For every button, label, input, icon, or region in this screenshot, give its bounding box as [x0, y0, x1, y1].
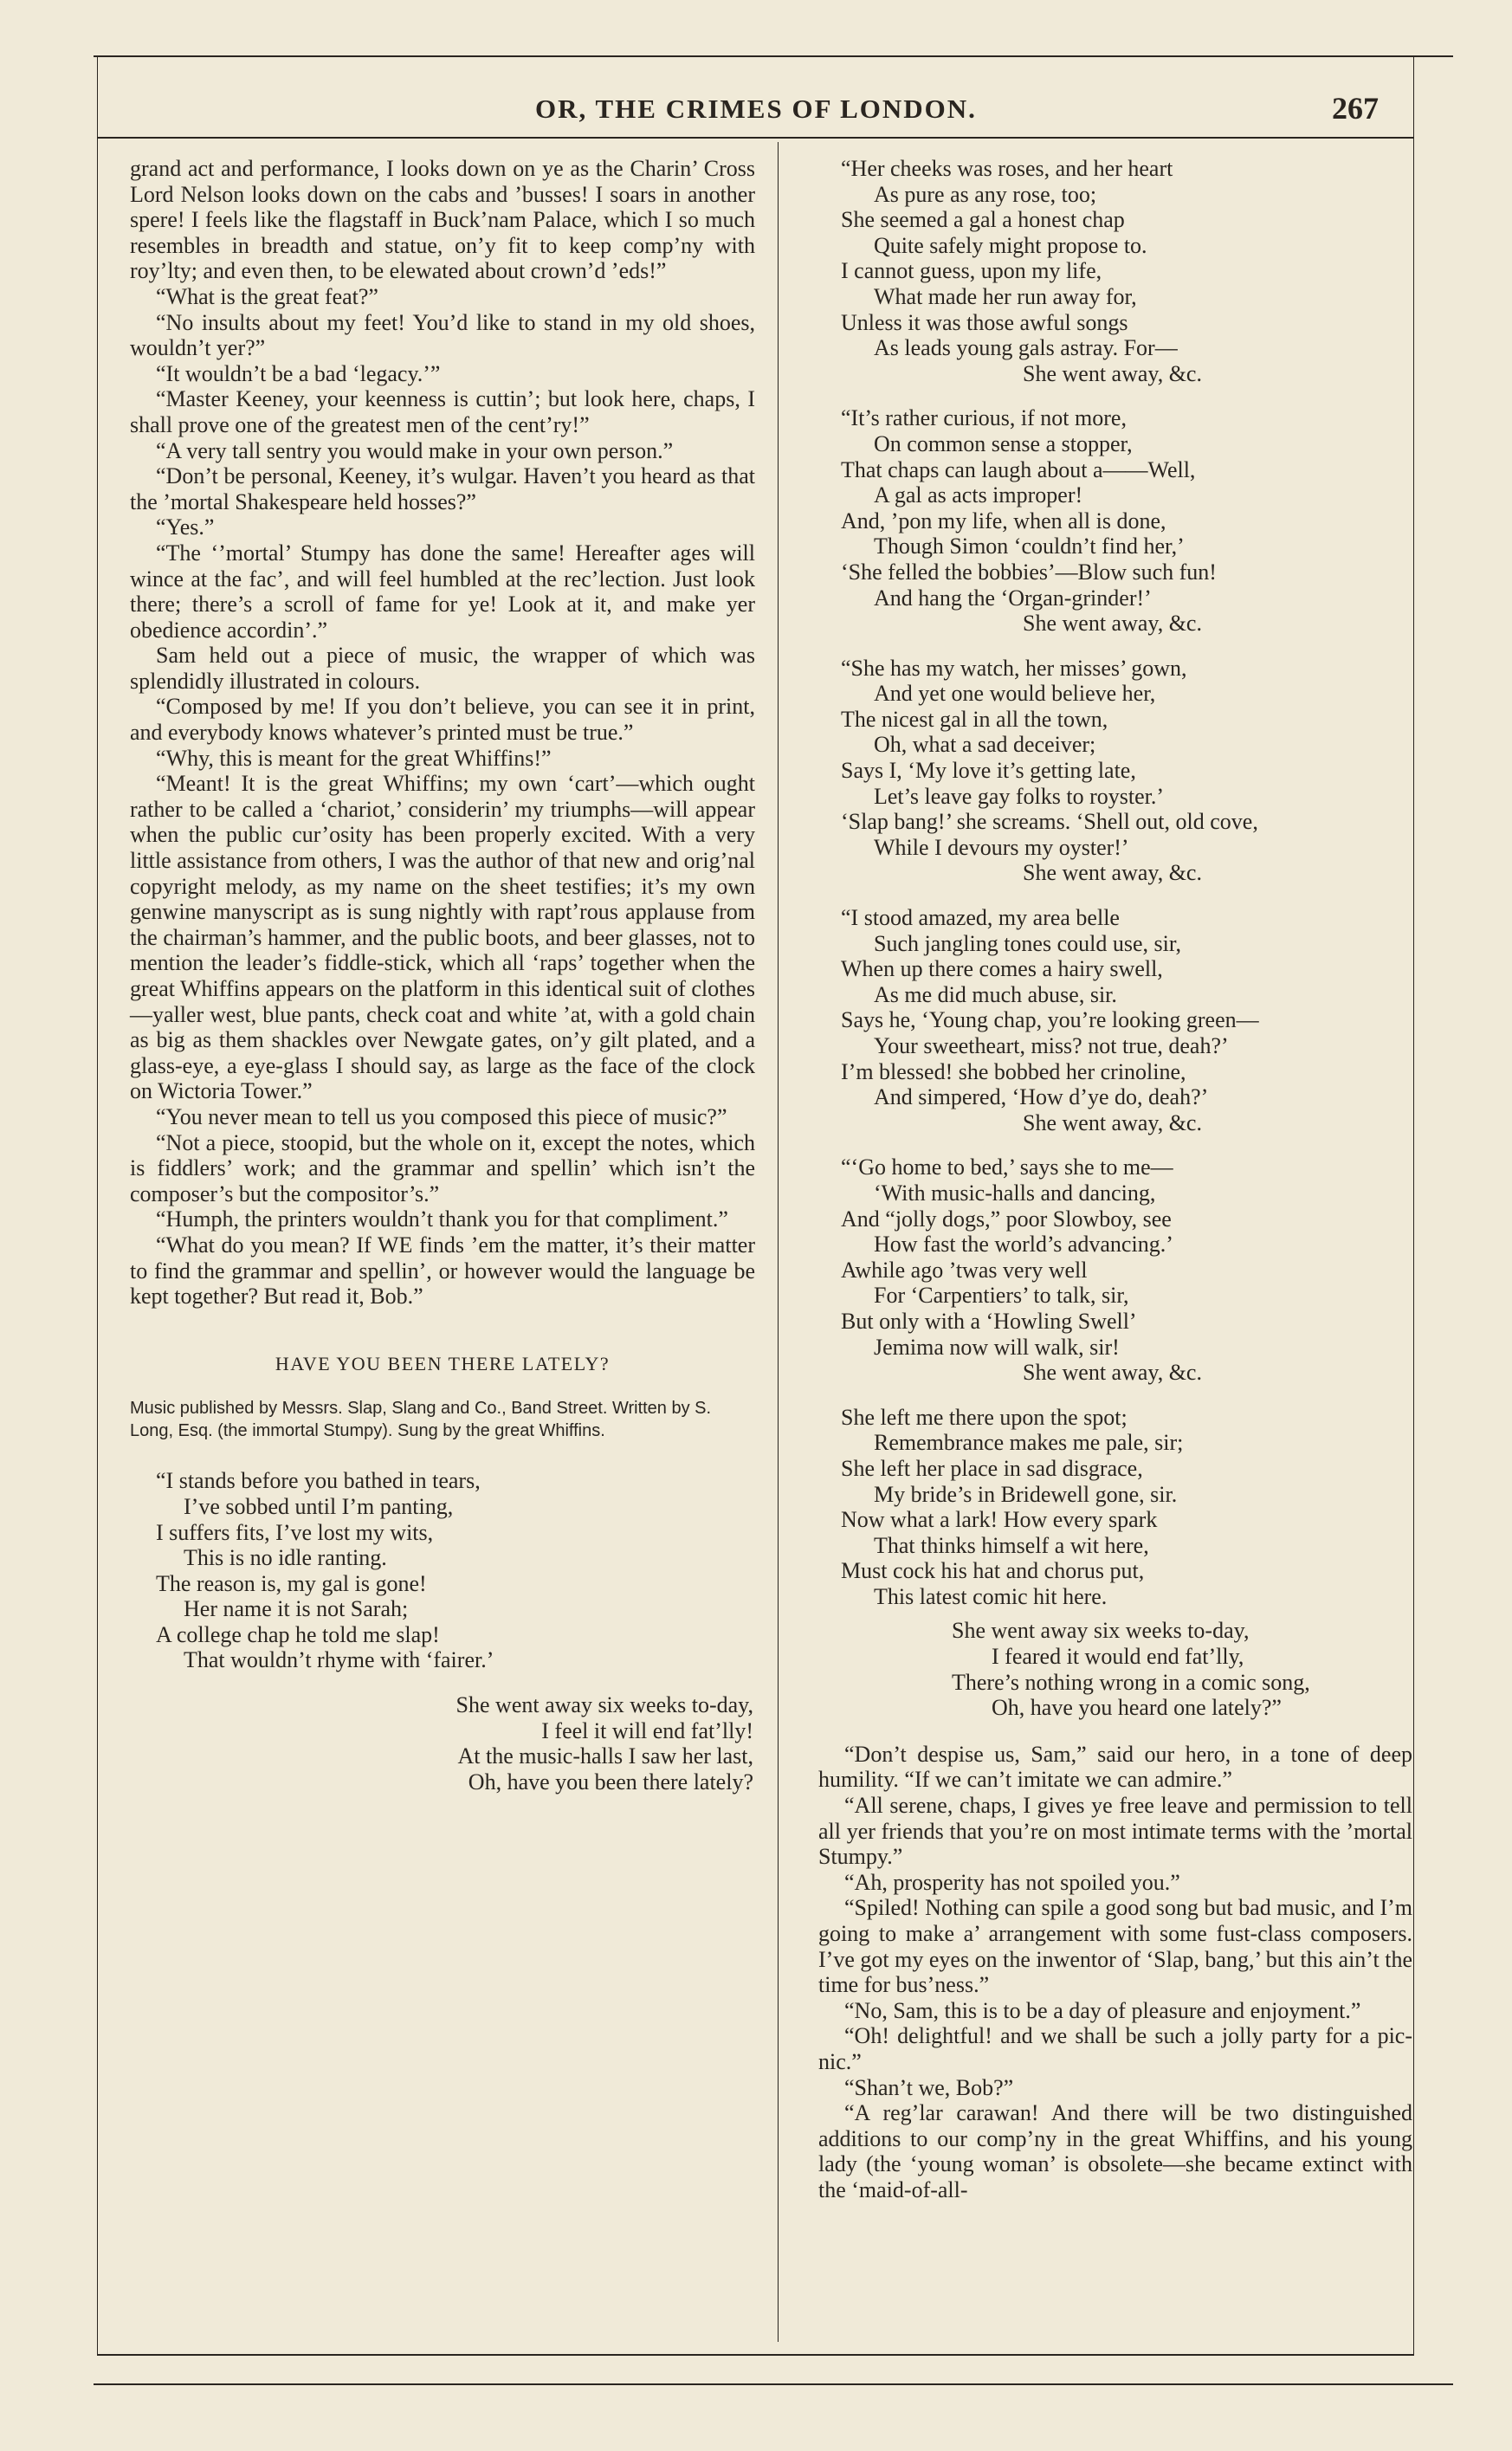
- verse-line: Oh, have you been there lately?: [468, 1769, 753, 1795]
- paragraph: “Don’t be personal, Keeney, it’s wulgar. Haven’t you heard as that the ’mortal Shakespeare held hosses?”: [130, 463, 755, 514]
- verse-line: At the music-halls I saw her last,: [457, 1743, 753, 1769]
- verse-line: For ‘Carpentiers’ to talk, sir,: [874, 1283, 1129, 1309]
- paragraph: “No, Sam, this is to be a day of pleasure and enjoyment.”: [844, 1997, 1361, 2023]
- verse-line: How fast the world’s advancing.’: [874, 1232, 1173, 1258]
- paragraph: “Master Keeney, your keenness is cuttin’; but look here, chaps, I shall prove one of the greatest men of the cent’ry!”: [130, 386, 755, 437]
- verse-line: Says I, ‘My love it’s getting late,: [841, 758, 1136, 784]
- song-refrain: [130, 1692, 755, 1795]
- verse-line: And simpered, ‘How d’ye do, deah?’: [874, 1084, 1209, 1110]
- verse-line: Must cock his hat and chorus put,: [841, 1558, 1145, 1584]
- song-stanza: [818, 156, 1412, 386]
- verse-line: “Her cheeks was roses, and her heart: [841, 156, 1173, 181]
- verse-line: She went away, &c.: [1023, 1109, 1202, 1135]
- verse-line: But only with a ‘Howling Swell’: [841, 1308, 1137, 1334]
- paragraph: “Meant! It is the great Whiffins; my own ‘cart’—which ought rather to be called a ‘chariot,’ considerin’ my triumphs—will appear when the public cur’osity has been properly excited. With a very little assistance from others, I was the author of that new and orig’nal copyright melody, as my name on the sheet testifies; it’s my own genwine manyscript as is sung nightly with rapt’rous applause from the chairman’s hammer, and the public boots, and beer glasses, not to mention the leader’s fiddle-stick, which all ‘raps’ together when the great Whiffins appears on the platform in this identical suit of clothes—yaller west, blue pants, check coat and white ’at, with a gold chain as big as them shackles over Newgate gates, on’y gilt plated, and a glass-eye, a eye-glass I should say, as large as the face of the clock on Wictoria Tower.”: [130, 771, 755, 1104]
- verse-line: This latest comic hit here.: [874, 1583, 1108, 1609]
- paragraph: “A reg’lar carawan! And there will be two distinguished additions to our comp’ny in the great Whiffins, and his young lady (the ‘young woman’ is obsolete—she became extinct with the ‘maid-of-all-: [818, 2100, 1412, 2202]
- verse-line: She went away, &c.: [1023, 611, 1202, 637]
- verse-line: My bride’s in Bridewell gone, sir.: [874, 1481, 1178, 1507]
- verse-line: And “jolly dogs,” poor Slowboy, see: [841, 1206, 1172, 1232]
- verse-line: I feared it would end fat’lly,: [992, 1644, 1244, 1670]
- verse-line: She seemed a gal a honest chap: [841, 207, 1125, 233]
- verse-line: “I stands before you bathed in tears,: [156, 1468, 481, 1494]
- paragraph: “It wouldn’t be a bad ‘legacy.’”: [156, 360, 441, 386]
- verse-line: As me did much abuse, sir.: [874, 981, 1117, 1007]
- verse-line: Now what a lark! How every spark: [841, 1507, 1158, 1533]
- verse-line: Quite safely might propose to.: [874, 232, 1147, 258]
- verse-line: “She has my watch, her misses’ gown,: [841, 655, 1187, 681]
- verse-line: A gal as acts improper!: [874, 482, 1083, 508]
- verse-line: She left me there upon the spot;: [841, 1404, 1128, 1430]
- verse-line: While I devours my oyster!’: [874, 834, 1129, 860]
- verse-line: “I stood amazed, my area belle: [841, 905, 1120, 931]
- song-stanza: [130, 1468, 755, 1673]
- verse-line: She left her place in sad disgrace,: [841, 1455, 1143, 1481]
- verse-line: As pure as any rose, too;: [874, 181, 1097, 207]
- paragraph: “Shan’t we, Bob?”: [844, 2074, 1014, 2100]
- right-column: [818, 156, 1412, 2203]
- verse-line: That wouldn’t rhyme with ‘fairer.’: [184, 1647, 494, 1673]
- verse-line: Unless it was those awful songs: [841, 309, 1128, 335]
- paragraph: “A very tall sentry you would make in your own person.”: [156, 437, 674, 463]
- verse-line: On common sense a stopper,: [874, 430, 1133, 456]
- bottom-outer-rule: [94, 2383, 1453, 2385]
- song-stanza: [818, 1405, 1412, 1610]
- verse-line: And, ’pon my life, when all is done,: [841, 508, 1166, 534]
- paragraph: “Not a piece, stoopid, but the whole on it, except the notes, which is fiddlers’ work; and the grammar and spellin’ which isn’t the composer’s but the compositor’s.”: [130, 1129, 755, 1206]
- verse-line: What made her run away for,: [874, 283, 1137, 309]
- verse-line: I’m blessed! she bobbed her crinoline,: [841, 1058, 1186, 1084]
- verse-line: I feel it will end fat’lly!: [541, 1717, 753, 1743]
- paragraph: “Why, this is meant for the great Whiffins!”: [156, 745, 552, 771]
- verse-line: “‘Go home to bed,’ says she to me—: [841, 1154, 1173, 1180]
- verse-line: Though Simon ‘couldn’t find her,’: [874, 534, 1185, 559]
- verse-line: Your sweetheart, miss? not true, deah?’: [874, 1033, 1229, 1058]
- verse-line: Jemima now will walk, sir!: [874, 1334, 1120, 1360]
- song-final-refrain: [818, 1618, 1412, 1720]
- verse-line: The nicest gal in all the town,: [841, 706, 1108, 732]
- song-stanza: [818, 656, 1412, 886]
- left-rule: [97, 57, 98, 2356]
- verse-line: Oh, have you heard one lately?”: [992, 1695, 1282, 1721]
- paragraph: Sam held out a piece of music, the wrapper of which was splendidly illustrated in colours.: [130, 643, 755, 694]
- verse-line: ‘Slap bang!’ she screams. ‘Shell out, old cove,: [841, 809, 1258, 835]
- paragraph: “The ‘’mortal’ Stumpy has done the same! Hereafter ages will wince at the fac’, and will feel humbled at the rec’lection. Just look there; there’s a scroll of fame for ye! Look at it, and make yer obedience accordin’.”: [130, 540, 755, 643]
- page-number: 267: [1332, 91, 1379, 126]
- paragraph: “Composed by me! If you don’t believe, you can see it in print, and everybody knows whatever’s printed must be true.”: [130, 694, 755, 746]
- verse-line: A college chap he told me slap!: [156, 1621, 440, 1647]
- song-stanza: [818, 405, 1412, 636]
- running-header: OR, THE CRIMES OF LONDON.: [535, 94, 977, 124]
- paragraph: “You never mean to tell us you composed this piece of music?”: [156, 1103, 727, 1129]
- paragraph: “Spiled! Nothing can spile a good song but bad music, and I’m going to make a’ arrangement with some fust-class composers. I’ve got my eyes on the inwentor of ‘Slap, bang,’ but this ain’t the time for bus’ness.”: [818, 1895, 1412, 1998]
- verse-line: She went away, &c.: [1023, 860, 1202, 886]
- bottom-rule: [97, 2354, 1413, 2356]
- paragraph: grand act and performance, I looks down on ye as the Charin’ Cross Lord Nelson looks down on the cabs and ’busses! I soars in another spere! I feels like the flagstaff in Buck’nam Palace, which I so much resembles in breadth and statue, on’y fit to keep comp’ny with roy’lty; and even then, to be elewated about crown’d ’eds!”: [130, 156, 755, 284]
- verse-line: This is no idle ranting.: [184, 1545, 387, 1571]
- column-divider: [778, 142, 779, 2342]
- paragraph: “All serene, chaps, I gives ye free leave and permission to tell all yer friends that you’re on most intimate terms with the ’mortal Stumpy.”: [818, 1793, 1412, 1870]
- verse-line: And yet one would believe her,: [874, 681, 1156, 707]
- verse-line: When up there comes a hairy swell,: [841, 956, 1163, 982]
- verse-line: That chaps can laugh about a——Well,: [841, 456, 1196, 482]
- paragraph: “Yes.”: [156, 514, 215, 540]
- verse-line: I suffers fits, I’ve lost my wits,: [156, 1519, 434, 1545]
- paragraph: “No insults about my feet! You’d like to stand in my old shoes, wouldn’t yer?”: [130, 309, 755, 361]
- header-rule: [97, 137, 1413, 139]
- verse-line: And hang the ‘Organ-grinder!’: [874, 585, 1152, 611]
- verse-line: Her name it is not Sarah;: [184, 1596, 409, 1622]
- verse-line: Says he, ‘Young chap, you’re looking green—: [841, 1007, 1259, 1033]
- paragraph: “Don’t despise us, Sam,” said our hero, in a tone of deep humility. “If we can’t imitate we can admire.”: [818, 1741, 1412, 1793]
- verse-line: She went away six weeks to-day,: [456, 1692, 753, 1718]
- verse-line: She went away, &c.: [1023, 360, 1202, 386]
- verse-line: Awhile ago ’twas very well: [841, 1257, 1088, 1283]
- paragraph: “What do you mean? If WE finds ’em the matter, it’s their matter to find the grammar and spellin’, or however would the language be kept together? But read it, Bob.”: [130, 1232, 755, 1310]
- verse-line: I cannot guess, upon my life,: [841, 258, 1102, 284]
- right-rule: [1413, 57, 1414, 2356]
- verse-line: Such jangling tones could use, sir,: [874, 930, 1181, 956]
- paragraph: “Oh! delightful! and we shall be such a jolly party for a pic-nic.”: [818, 2023, 1412, 2074]
- verse-line: There’s nothing wrong in a comic song,: [952, 1669, 1310, 1695]
- verse-line: She went away six weeks to-day,: [952, 1618, 1250, 1644]
- verse-line: Let’s leave gay folks to royster.’: [874, 783, 1165, 809]
- verse-line: Oh, what a sad deceiver;: [874, 732, 1096, 758]
- song-credits: Music published by Messrs. Slap, Slang and Co., Band Street. Written by S. Long, Esq. (the immortal Stumpy). Sung by the great Whiffins.: [130, 1399, 712, 1441]
- top-rule: [94, 55, 1453, 57]
- paragraph: “Ah, prosperity has not spoiled you.”: [844, 1869, 1180, 1895]
- song-stanza: [818, 1154, 1412, 1385]
- verse-line: ‘With music-halls and dancing,: [874, 1180, 1156, 1206]
- verse-line: Remembrance makes me pale, sir;: [874, 1430, 1184, 1456]
- verse-line: “It’s rather curious, if not more,: [841, 405, 1127, 431]
- verse-line: I’ve sobbed until I’m panting,: [184, 1493, 454, 1519]
- verse-line: That thinks himself a wit here,: [874, 1532, 1149, 1558]
- left-column: [130, 156, 755, 1815]
- verse-line: She went away, &c.: [1023, 1360, 1202, 1386]
- verse-line: ‘She felled the bobbies’—Blow such fun!: [841, 559, 1217, 585]
- paragraph: “What is the great feat?”: [156, 283, 378, 309]
- song-stanza: [818, 905, 1412, 1135]
- verse-line: As leads young gals astray. For—: [874, 335, 1178, 361]
- song-title: HAVE YOU BEEN THERE LATELY?: [275, 1352, 611, 1374]
- verse-line: The reason is, my gal is gone!: [156, 1570, 427, 1596]
- paragraph: “Humph, the printers wouldn’t thank you for that compliment.”: [156, 1206, 728, 1232]
